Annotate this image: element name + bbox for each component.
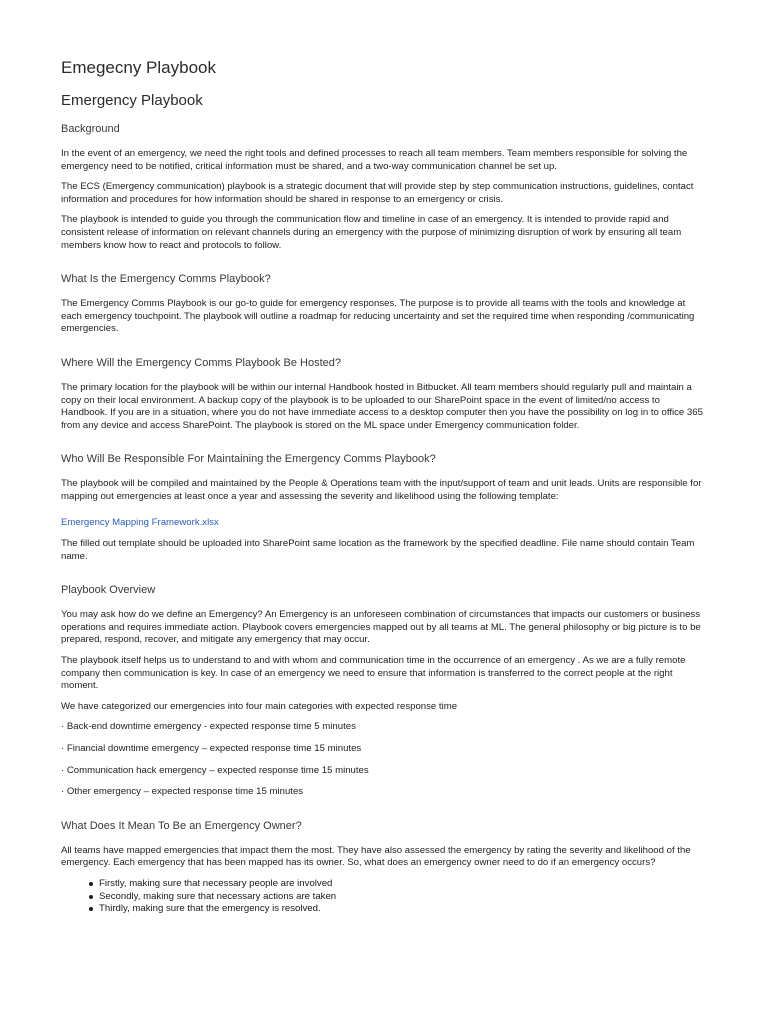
heading-background: Background xyxy=(61,123,120,135)
list-item xyxy=(99,903,707,916)
paragraph: The Emergency Comms Playbook is our go-to guide for emergency responses. The purpose is to provide all teams with the tools and knowledge at each emergency touchpoint. The playbook will outline a roadmap for reducing uncertainty and set the required time when responding /communicating emergencies. xyxy=(61,298,695,335)
bullet-icon xyxy=(89,882,93,886)
list-item-text: Thirdly, making sure that the emergency is resolved. xyxy=(99,903,321,915)
paragraph: The ECS (Emergency communication) playbook is a strategic document that will provide step by step communication instructions, guidelines, contact information and procedures for how information should be shared in response to an emergency or crisis. xyxy=(61,181,694,205)
category-item: · Back-end downtime emergency - expected response time 5 minutes xyxy=(61,721,356,733)
list-item xyxy=(99,878,707,891)
list-item-text: Secondly, making sure that necessary actions are taken xyxy=(99,890,337,902)
paragraph: All teams have mapped emergencies that impact them the most. They have also assessed the emergency by rating the severity and likelihood of the emergency. Each emergency that has been mapped has its owner. So, what does an emergency owner need to do if an emergency occurs? xyxy=(61,844,691,869)
category-item: · Financial downtime emergency – expected response time 15 minutes xyxy=(61,743,362,755)
paragraph: The playbook is intended to guide you through the communication flow and timeline in case of an emergency. It is intended to provide rapid and consistent release of information on relevant channels during an emergency with the purpose of minimizing disruption of work by ensuring all team members know how to react and protocols to follow. xyxy=(61,214,682,251)
document-title: Emegecny Playbook xyxy=(61,58,216,77)
list-item-text: Firstly, making sure that necessary people are involved xyxy=(99,878,333,889)
category-item: · Other emergency – expected response time 15 minutes xyxy=(61,786,304,798)
paragraph: The playbook will be compiled and maintained by the People & Operations team with the input/support of team and unit leads. Units are responsible for mapping out emergencies at least once a year and assessing the severity and likelihood using the following template: xyxy=(61,478,702,502)
heading-what-is-playbook: What Is the Emergency Comms Playbook? xyxy=(61,273,271,286)
paragraph: We have categorized our emergencies into four main categories with expected response time xyxy=(61,700,458,712)
paragraph: You may ask how do we define an Emergency? An Emergency is an unforeseen combination of circumstances that impacts our customers or business operations and requires immediate action. Playbook covers emergencies mapped out by all teams at ML. The general philosophy or big picture is to be prepared, respond, recover, and mitigate any emergency that may occur. xyxy=(61,609,701,646)
heading-emergency-owner: What Does It Mean To Be an Emergency Owner? xyxy=(61,819,302,832)
paragraph: In the event of an emergency, we need the right tools and defined processes to reach all team members. Team members responsible for solving the emergency need to be notified, critical information must be shared, and a two-way communication channel be set up. xyxy=(61,148,688,172)
list-item xyxy=(99,891,707,904)
document-subtitle: Emergency Playbook xyxy=(61,92,203,109)
heading-where-hosted: Where Will the Emergency Comms Playbook Be Hosted? xyxy=(61,356,341,369)
paragraph: The filled out template should be uploaded into SharePoint same location as the framework by the specified deadline. File name should contain Team name. xyxy=(61,538,695,562)
heading-who-responsible: Who Will Be Responsible For Maintaining the Emergency Comms Playbook? xyxy=(61,453,436,466)
category-item: · Communication hack emergency – expected response time 15 minutes xyxy=(61,764,369,776)
bullet-icon xyxy=(89,895,93,899)
emergency-mapping-framework-link[interactable]: Emergency Mapping Framework.xlsx xyxy=(61,516,219,528)
paragraph: The playbook itself helps us to understand to and with whom and communication time in the occurrence of an emergency . As we are a fully remote company then communication is key. In case of an emergency we need to ensure that information is transferred to the correct people at the right moment. xyxy=(61,655,686,692)
heading-playbook-overview: Playbook Overview xyxy=(61,584,156,597)
bullet-icon xyxy=(89,907,93,911)
paragraph: The primary location for the playbook will be within our internal Handbook hosted in Bitbucket. All team members should regularly pull and maintain a copy on their local environment. A backup copy of the playbook is to be uploaded to our SharePoint space in the event of limited/no access to Handbook. If you are in a situation, where you do not have immediate access to a desktop computer then you have the possibility on log in to office 365 from any device and access SharePoint. The playbook is stored on the ML space under Emergency communication folder. xyxy=(61,381,703,431)
owner-responsibilities-list xyxy=(61,878,707,916)
document-page xyxy=(61,58,707,916)
